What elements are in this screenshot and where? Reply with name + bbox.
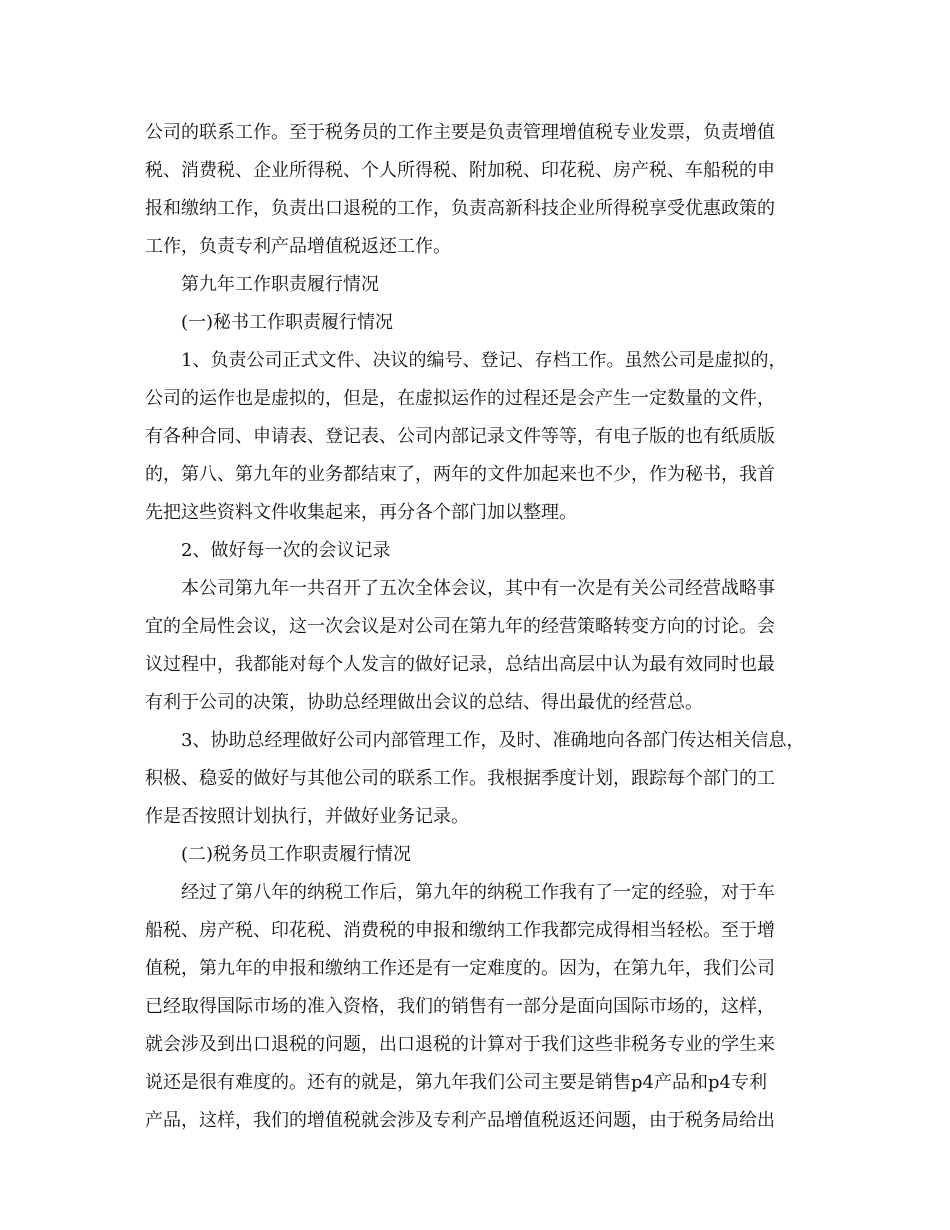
paragraph-start: 经过了第八年的纳税工作后，第九年的纳税工作我有了一定的经验，对于车 bbox=[181, 882, 775, 903]
text-line: 说还是很有难度的。还有的就是，第九年我们公司主要是销售p4产品和p4专利 bbox=[145, 1072, 767, 1093]
text-line: 宜的全局性会议，这一次会议是对公司在第九年的经营策略转变方向的讨论。会 bbox=[145, 616, 775, 637]
text-line: 税、消费税、企业所得税、个人所得税、附加税、印花税、房产税、车船税的申 bbox=[145, 160, 775, 181]
text-line: 的，第八、第九年的业务都结束了，两年的文件加起来也不少，作为秘书，我首 bbox=[145, 464, 775, 485]
text-line: 积极、稳妥的做好与其他公司的联系工作。我根据季度计划，跟踪每个部门的工 bbox=[145, 768, 775, 789]
text-line: 议过程中，我都能对每个人发言的做好记录，总结出高层中认为最有效同时也最 bbox=[145, 654, 775, 675]
text-line: 公司的联系工作。至于税务员的工作主要是负责管理增值税专业发票，负责增值 bbox=[145, 122, 775, 143]
subsection-heading: (二)税务员工作职责履行情况 bbox=[181, 844, 412, 865]
text-line: 有各种合同、申请表、登记表、公司内部记录文件等等，有电子版的也有纸质版 bbox=[145, 426, 775, 447]
text-line: 公司的运作也是虚拟的，但是，在虚拟运作的过程还是会产生一定数量的文件， bbox=[145, 388, 775, 409]
document-page bbox=[145, 118, 825, 1144]
subsection-heading: (一)秘书工作职责履行情况 bbox=[181, 312, 394, 333]
paragraph-start: 3、协助总经理做好公司内部管理工作，及时、准确地向各部门传达相关信息， bbox=[181, 730, 805, 751]
text-line: 船税、房产税、印花税、消费税的申报和缴纳工作我都完成得相当轻松。至于增 bbox=[145, 920, 775, 941]
text-line: 报和缴纳工作，负责出口退税的工作，负责高新科技企业所得税享受优惠政策的 bbox=[145, 198, 775, 219]
text-line: 工作，负责专利产品增值税返还工作。 bbox=[145, 236, 451, 257]
section-heading: 第九年工作职责履行情况 bbox=[181, 274, 379, 295]
text-line: 作是否按照计划执行，并做好业务记录。 bbox=[145, 806, 469, 827]
text-line: 有利于公司的决策，协助总经理做出会议的总结、得出最优的经营总。 bbox=[145, 692, 703, 713]
paragraph-start: 1、负责公司正式文件、决议的编号、登记、存档工作。虽然公司是虚拟的， bbox=[181, 350, 787, 371]
text-line: 先把这些资料文件收集起来，再分各个部门加以整理。 bbox=[145, 502, 577, 523]
item-heading: 2、做好每一次的会议记录 bbox=[181, 540, 391, 561]
paragraph-start: 本公司第九年一共召开了五次全体会议，其中有一次是有关公司经营战略事 bbox=[181, 578, 775, 599]
text-line: 就会涉及到出口退税的问题，出口退税的计算对于我们这些非税务专业的学生来 bbox=[145, 1034, 775, 1055]
text-line: 值税，第九年的申报和缴纳工作还是有一定难度的。因为，在第九年，我们公司 bbox=[145, 958, 775, 979]
text-line: 产品，这样，我们的增值税就会涉及专利产品增值税返还问题，由于税务局给出 bbox=[145, 1110, 775, 1131]
text-line: 已经取得国际市场的准入资格，我们的销售有一部分是面向国际市场的，这样， bbox=[145, 996, 775, 1017]
